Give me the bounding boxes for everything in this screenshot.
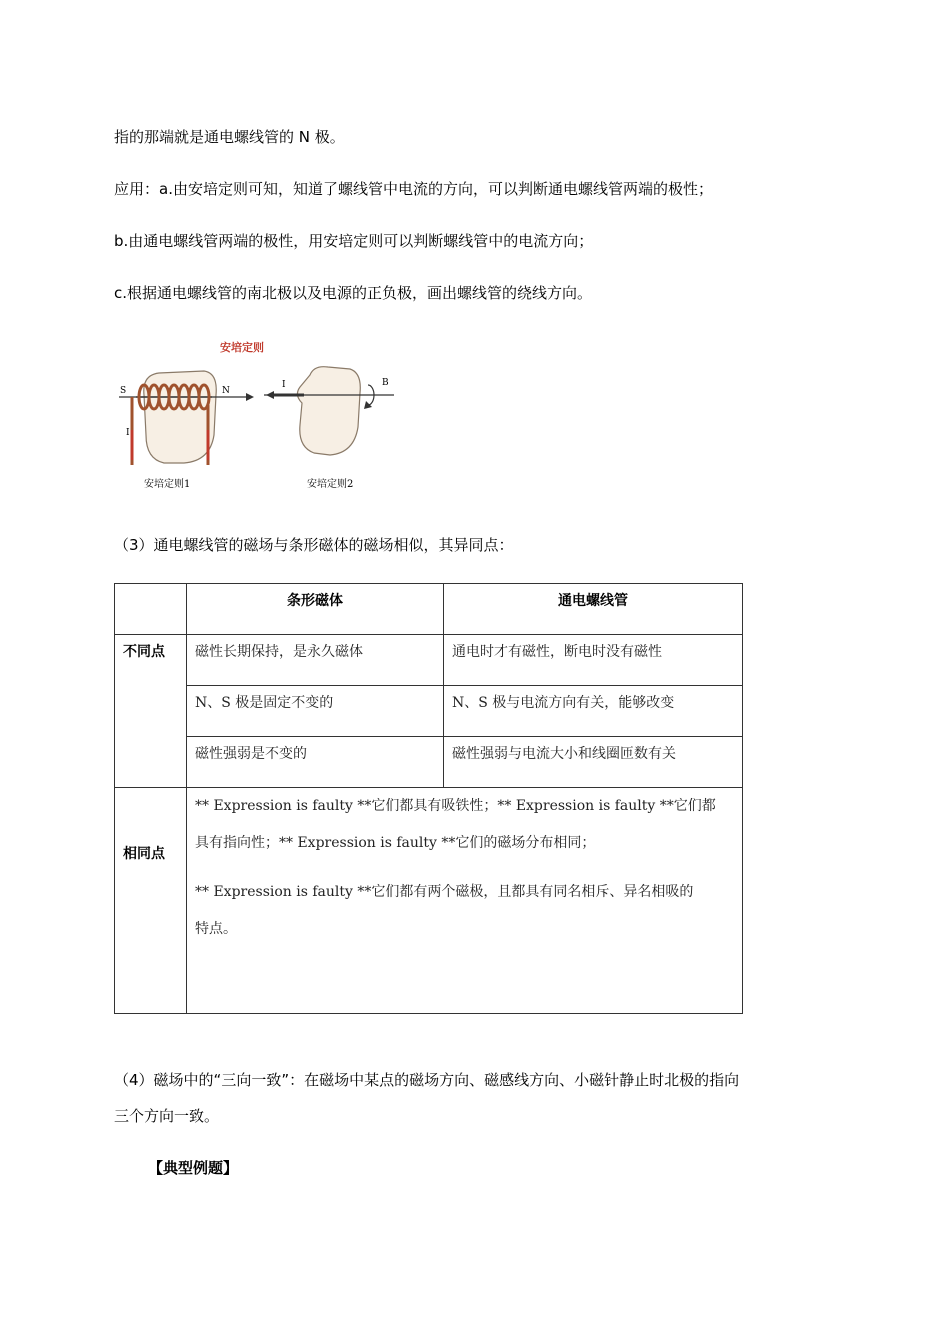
similarity-line: 具有指向性；** Expression is faulty **它们的磁场分布相同；: [195, 835, 596, 851]
paragraph-comparison-intro: （3）通电螺线管的磁场与条形磁体的磁场相似，其异同点：: [114, 536, 514, 554]
similarities-label: [115, 788, 187, 1014]
header-solenoid: 通电螺线管: [444, 584, 743, 635]
hand-with-coil-drawing: [119, 371, 254, 465]
table-row: [115, 635, 743, 686]
similarity-line: ** Expression is faulty **它们都具有吸铁性；** Expression is faulty **它们都: [195, 798, 716, 814]
label-s: S: [120, 386, 127, 396]
table-cell: 通电时才有磁性，断电时没有磁性: [444, 635, 743, 686]
table-row: [115, 686, 743, 737]
paragraph-application-a: 应用：a.由安培定则可知，知道了螺线管中电流的方向，可以判断通电螺线管两端的极性；: [114, 180, 713, 198]
paragraph-application-c: c.根据通电螺线管的南北极以及电源的正负极，画出螺线管的绕线方向。: [114, 284, 593, 302]
table-row: [115, 788, 743, 1014]
header-bar-magnet: 条形磁体: [187, 584, 444, 635]
paragraph-application-b: b.由通电螺线管两端的极性，用安培定则可以判断螺线管中的电流方向；: [114, 232, 594, 250]
table-cell: 磁性强弱是不变的: [187, 737, 444, 788]
ampere-rule-figure: [114, 335, 404, 500]
paragraph-three-directions-cont: 三个方向一致。: [114, 1107, 220, 1125]
table-row: [115, 737, 743, 788]
header-empty-cell: [115, 584, 187, 635]
table-header-row: [115, 584, 743, 635]
figure-title: 安培定则: [220, 341, 264, 354]
table-cell: N、S 极是固定不变的: [187, 686, 444, 737]
label-n: N: [222, 386, 230, 396]
comparison-table: [114, 583, 743, 1014]
similarity-line: 特点。: [195, 921, 237, 937]
table-cell: N、S 极与电流方向有关，能够改变: [444, 686, 743, 737]
table-cell: 磁性长期保持，是永久磁体: [187, 635, 444, 686]
paragraph-three-directions: （4）磁场中的“三向一致”：在磁场中某点的磁场方向、磁感线方向、小磁针静止时北极的指向: [114, 1071, 740, 1089]
similarities-cell: [187, 788, 743, 1014]
figure-caption-2: 安培定则2: [307, 479, 354, 490]
label-current-right: I: [282, 380, 286, 390]
paragraph-n-pole: 指的那端就是通电螺线管的 N 极。: [114, 128, 345, 146]
table-cell: 磁性强弱与电流大小和线圈匝数有关: [444, 737, 743, 788]
similarities-label-text: 相同点: [123, 845, 165, 862]
section-heading-examples: 【典型例题】: [148, 1159, 239, 1177]
figure-caption-1: 安培定则1: [144, 479, 191, 490]
label-current-left: I: [126, 428, 130, 438]
similarity-line: ** Expression is faulty **它们都有两个磁极，且都具有同名相斥、异名相吸的: [195, 884, 694, 900]
hand-around-wire-drawing: [264, 367, 394, 455]
label-b: B: [382, 378, 389, 388]
differences-label: 不同点: [115, 635, 187, 788]
